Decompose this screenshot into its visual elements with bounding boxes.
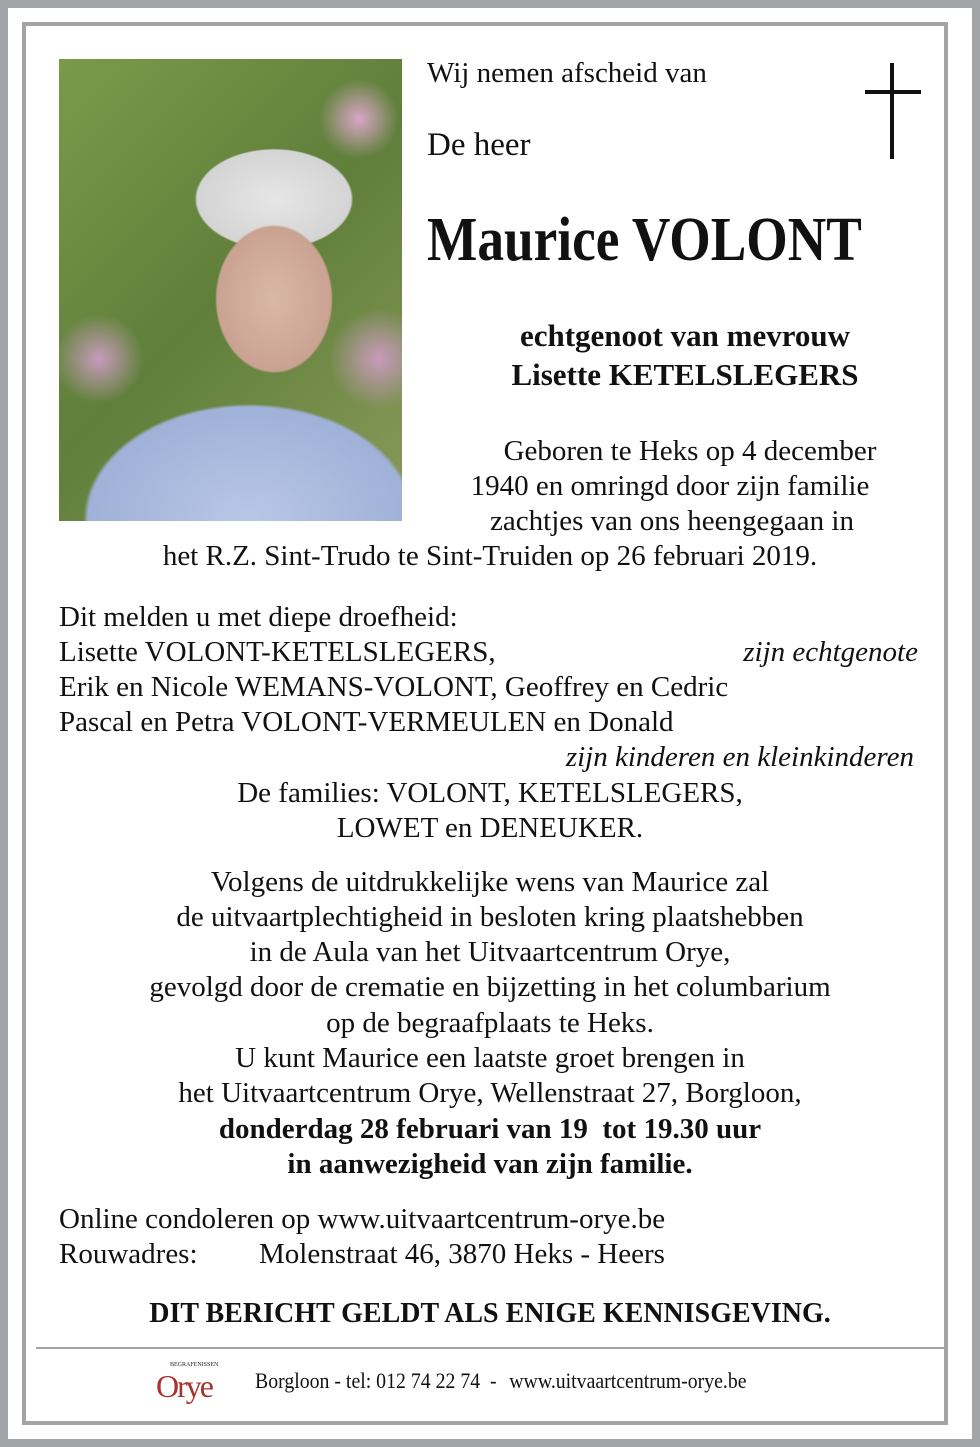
ceremony-line: op de begraafplaats te Heks. (326, 1007, 654, 1039)
ceremony-line: het Uitvaartcentrum Orye, Wellenstraat 27, Borgloon, (178, 1077, 802, 1109)
spouse-name: Lisette VOLONT-KETELSLEGERS, (59, 636, 496, 668)
spouse-role: zijn echtgenote (743, 636, 918, 668)
children-line: Erik en Nicole WEMANS-VOLONT, Geoffrey en Cedric (59, 671, 729, 703)
children-role: zijn kinderen en kleinkinderen (565, 741, 914, 773)
family-intro: Dit melden u met diepe droefheid: (59, 601, 458, 633)
online-condolence: Online condoleren op www.uitvaartcentrum-orye.be (59, 1203, 666, 1235)
notice-text: DIT BERICHT GELDT ALS ENIGE KENNISGEVING. (149, 1298, 831, 1329)
birth-line: zachtjes van ons heengegaan in (490, 505, 854, 537)
title-text: De heer (427, 127, 531, 163)
footer-line (255, 1368, 747, 1394)
birth-line: het R.Z. Sint-Trudo te Sint-Truiden op 26 februari 2019. (162, 540, 818, 572)
birth-line: 1940 en omringd door zijn familie (470, 470, 870, 502)
spouse-line-1: echtgenoot van mevrouw (519, 318, 851, 353)
logo-subtext: BEGRAFENISSEN (170, 1362, 219, 1368)
birth-line: Geboren te Heks op 4 december (503, 435, 877, 467)
address-label: Rouwadres: (59, 1238, 198, 1270)
spouse-line-2: Lisette KETELSLEGERS (511, 357, 859, 392)
ceremony-line: U kunt Maurice een laatste groet brengen in (235, 1042, 745, 1074)
ceremony-line: gevolgd door de crematie en bijzetting in het columbarium (149, 971, 831, 1003)
intro-text: Wij nemen afscheid van (427, 57, 707, 89)
visit-line: in aanwezigheid van zijn familie. (287, 1148, 693, 1180)
address: Molenstraat 46, 3870 Heks - Heers (259, 1238, 665, 1270)
footer-url[interactable]: www.uitvaartcentrum-orye.be (509, 1368, 747, 1393)
families-line: LOWET en DENEUKER. (336, 812, 644, 844)
portrait-photo (59, 59, 402, 521)
ceremony-line: Volgens de uitdrukkelijke wens van Maurice zal (210, 866, 770, 898)
ceremony-line: in de Aula van het Uitvaartcentrum Orye, (249, 936, 731, 968)
ceremony-line: de uitvaartplechtigheid in besloten kring plaatshebben (176, 901, 804, 933)
families-line: De families: VOLONT, KETELSLEGERS, (237, 777, 743, 809)
cross-icon (865, 63, 921, 159)
footer-info: Borgloon - tel: 012 74 22 74 - (255, 1368, 497, 1393)
orye-logo (156, 1362, 236, 1406)
children-line: Pascal en Petra VOLONT-VERMEULEN en Donald (59, 706, 674, 738)
divider (36, 1347, 944, 1349)
deceased-name: Maurice VOLONT (427, 206, 862, 274)
logo-text: Orye (156, 1368, 212, 1404)
visit-line: donderdag 28 februari van 19 tot 19.30 uur (218, 1113, 762, 1145)
